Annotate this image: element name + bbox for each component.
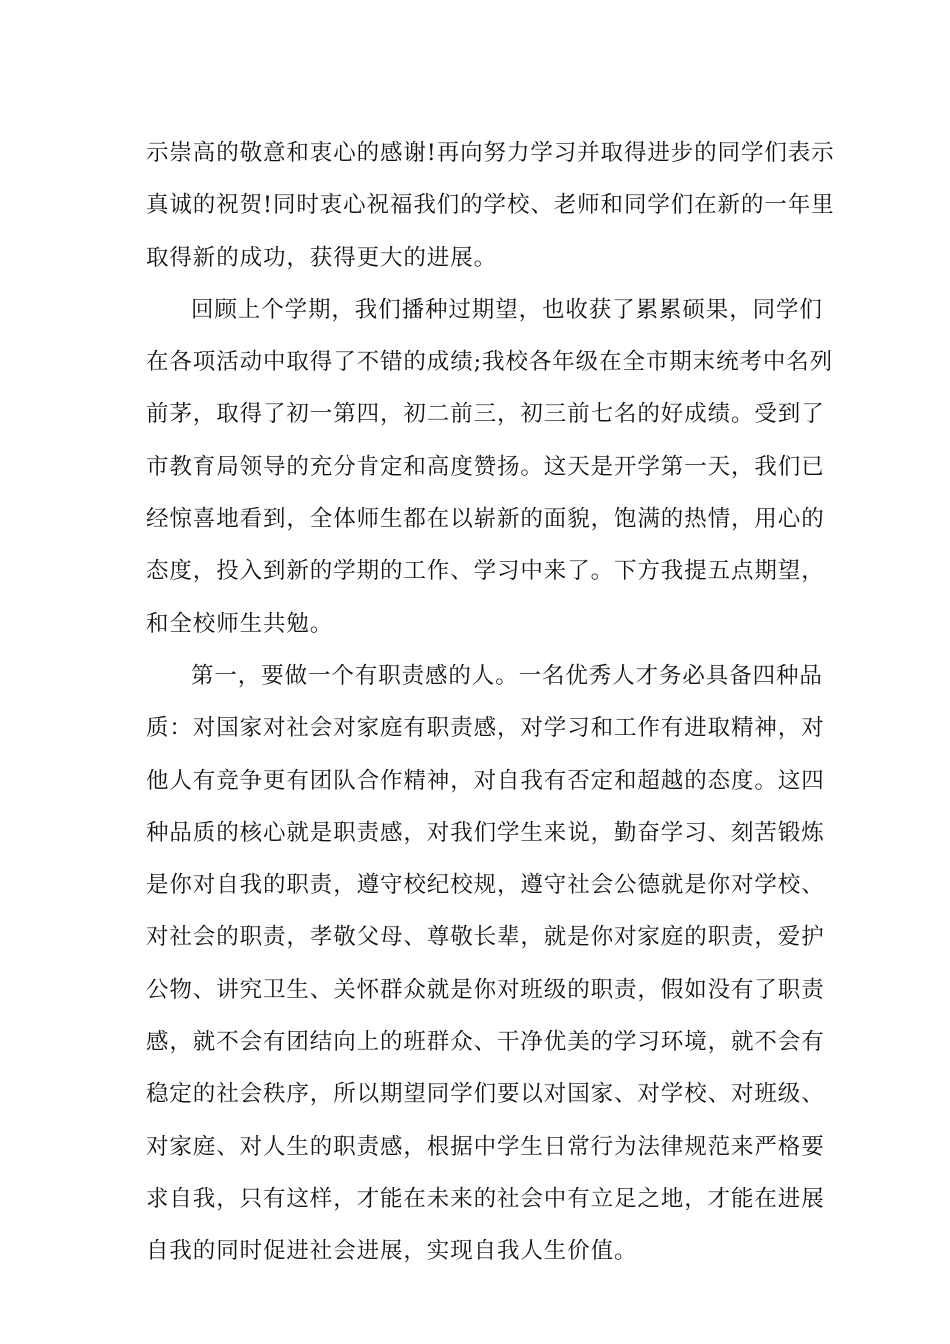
paragraph xyxy=(146,650,825,1278)
text-line: 稳定的社会秩序，所以期望同学们要以对国家、对学校、对班级、 xyxy=(146,1081,825,1108)
text-line: 感，就不会有团结向上的班群众、干净优美的学习环境，就不会有 xyxy=(146,1029,825,1056)
text-line: 质：对国家对社会对家庭有职责感，对学习和工作有进取精神，对 xyxy=(146,715,825,742)
text-line: 对社会的职责，孝敬父母、尊敬长辈，就是你对家庭的职责，爱护 xyxy=(146,924,825,951)
paragraph xyxy=(146,284,834,650)
text-line: 种品质的核心就是职责感，对我们学生来说，勤奋学习、刻苦锻炼 xyxy=(146,819,825,846)
text-line: 示崇高的敬意和衷心的感谢!再向努力学习并取得进步的同学们表示 xyxy=(146,140,835,166)
text-line: 回顾上个学期，我们播种过期望，也收获了累累硕果，同学们 xyxy=(191,296,823,323)
text-line: 自我的同时促进社会进展，实现自我人生价值。 xyxy=(146,1238,638,1265)
text-line: 市教育局领导的充分肯定和高度赞扬。这天是开学第一天，我们已 xyxy=(146,453,825,480)
text-line: 是你对自我的职责，遵守校纪校规，遵守社会公德就是你对学校、 xyxy=(146,872,825,899)
text-line: 求自我，只有这样，才能在未来的社会中有立足之地，才能在进展 xyxy=(146,1185,825,1212)
text-line: 前茅，取得了初一第四，初二前三，初三前七名的好成绩。受到了 xyxy=(146,401,825,428)
text-line: 和全校师生共勉。 xyxy=(146,610,334,637)
text-line: 经惊喜地看到，全体师生都在以崭新的面貌，饱满的热情，用心的 xyxy=(146,506,825,533)
text-line: 取得新的成功，获得更大的进展。 xyxy=(146,244,498,271)
paragraph xyxy=(146,127,835,284)
text-line: 他人有竞争更有团队合作精神，对自我有否定和超越的态度。这四 xyxy=(146,767,825,794)
text-line: 态度，投入到新的学期的工作、学习中来了。下方我提五点期望， xyxy=(146,558,825,585)
document-body xyxy=(146,127,835,1278)
text-line: 对家庭、对人生的职责感，根据中学生日常行为法律规范来严格要 xyxy=(146,1133,825,1160)
text-line: 公物、讲究卫生、关怀群众就是你对班级的职责，假如没有了职责 xyxy=(146,976,825,1003)
text-line: 真诚的祝贺!同时衷心祝福我们的学校、老师和同学们在新的一年里 xyxy=(146,192,835,219)
text-line: 在各项活动中取得了不错的成绩;我校各年级在全市期末统考中名列 xyxy=(146,349,834,376)
text-line: 第一，要做一个有职责感的人。一名优秀人才务必具备四种品 xyxy=(191,662,823,689)
